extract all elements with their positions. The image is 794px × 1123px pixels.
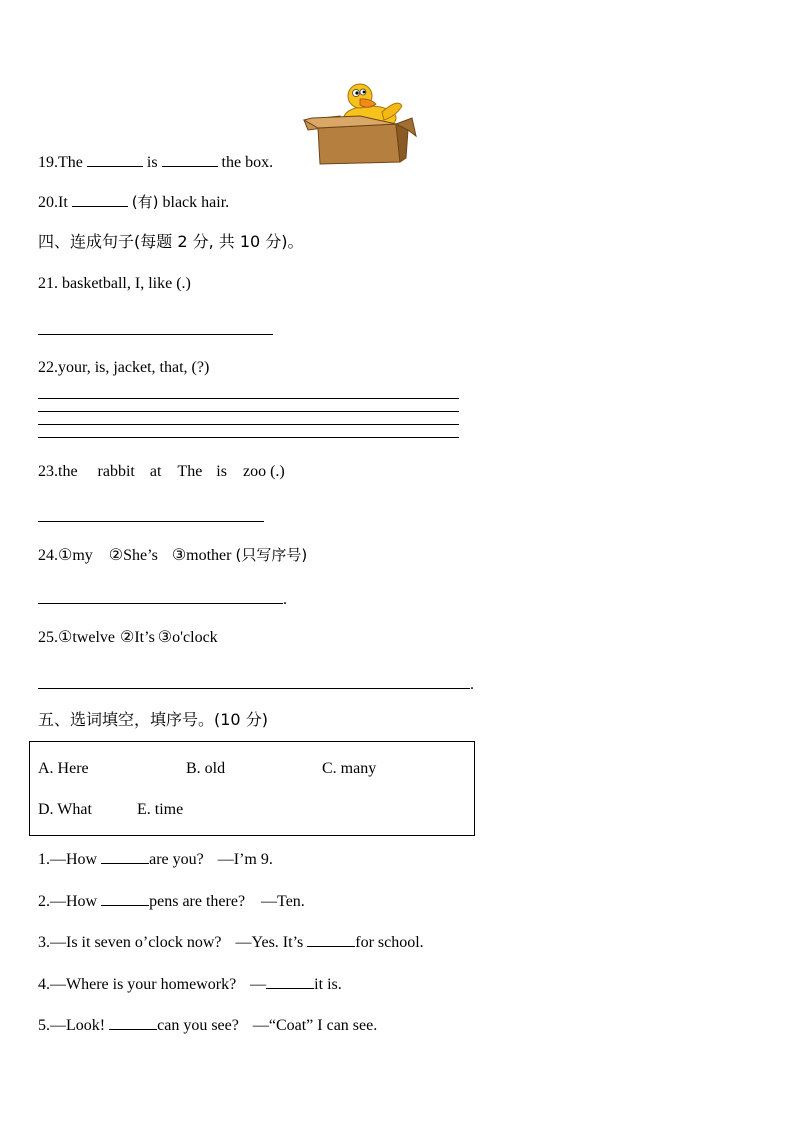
word: the <box>58 463 78 480</box>
question-text: It <box>58 194 68 211</box>
item-text: —Yes. It’s <box>235 934 304 951</box>
option-b: B. old <box>186 760 226 777</box>
answer-blank[interactable] <box>101 848 149 864</box>
question-25-answer <box>38 673 474 695</box>
answer-blank[interactable] <box>101 890 149 906</box>
question-21: 21. basketball, I, like (.) <box>38 275 191 292</box>
word-option: ①twelve <box>58 629 115 646</box>
word: The <box>177 463 203 480</box>
option-d: D. What <box>38 801 92 818</box>
word-option: ②She’s <box>108 547 158 564</box>
word-option: ②It’s <box>120 629 155 646</box>
question-23 <box>38 462 285 482</box>
chinese-hint: (有) <box>131 193 159 211</box>
chinese-hint: (只写序号) <box>235 546 308 564</box>
word-option: ③o'clock <box>157 629 218 646</box>
answer-line[interactable] <box>38 334 273 335</box>
answer-blank[interactable] <box>87 151 143 167</box>
question-number: 25. <box>38 629 58 646</box>
duck-pupil <box>355 91 358 94</box>
word-option: ③mother <box>171 547 232 564</box>
answer-blank[interactable] <box>162 151 218 167</box>
answer-blank[interactable] <box>72 191 128 207</box>
question-number: 23. <box>38 463 58 480</box>
option-e: E. time <box>137 801 184 818</box>
word: is <box>216 463 227 480</box>
item-text: pens are there? <box>149 893 246 910</box>
question-20 <box>38 191 229 213</box>
item-3 <box>38 931 424 953</box>
answer-line[interactable] <box>38 521 264 522</box>
answer-line[interactable] <box>38 588 283 604</box>
item-2 <box>38 890 305 912</box>
item-text: —“Coat” I can see. <box>252 1017 378 1034</box>
word-bank-box <box>29 741 475 836</box>
answer-blank[interactable] <box>266 973 314 989</box>
question-text: The <box>58 154 83 171</box>
item-text: 5.—Look! <box>38 1017 106 1034</box>
item-text: 1.—How <box>38 851 98 868</box>
question-text: black hair. <box>162 194 230 211</box>
question-24-answer <box>38 588 287 610</box>
item-text: —I’m 9. <box>217 851 273 868</box>
question-number: 19. <box>38 154 58 171</box>
item-text: 2.—How <box>38 893 98 910</box>
answer-line[interactable] <box>38 411 459 412</box>
section-4-heading: 四、连成句子(每题 2 分, 共 10 分)。 <box>38 232 304 251</box>
duck-in-box-illustration <box>300 80 420 170</box>
word: rabbit <box>97 463 135 480</box>
item-text: are you? <box>149 851 204 868</box>
answer-blank[interactable] <box>109 1014 157 1030</box>
duck-pupil-right <box>363 91 366 94</box>
sentence-end: . <box>283 591 287 608</box>
answer-line[interactable] <box>38 398 459 399</box>
item-text: it is. <box>314 976 342 993</box>
answer-line[interactable] <box>38 424 459 425</box>
question-19 <box>38 151 273 173</box>
question-text: is <box>146 154 158 171</box>
item-text: — <box>250 976 267 993</box>
answer-blank[interactable] <box>307 931 355 947</box>
question-number: 20. <box>38 194 58 211</box>
item-text: 4.—Where is your homework? <box>38 976 237 993</box>
item-text: can you see? <box>157 1017 239 1034</box>
item-4 <box>38 973 342 995</box>
item-text: 3.—Is it seven o’clock now? <box>38 934 222 951</box>
answer-line[interactable] <box>38 673 470 689</box>
word: zoo <box>242 463 267 480</box>
item-1 <box>38 848 273 870</box>
question-24 <box>38 545 307 566</box>
question-25 <box>38 628 218 648</box>
item-5 <box>38 1014 377 1036</box>
word-option: ①my <box>58 547 93 564</box>
question-text: the box. <box>221 154 274 171</box>
option-c: C. many <box>322 760 377 777</box>
box-front <box>318 124 400 164</box>
section-5-heading: 五、选词填空，填序号。(10 分) <box>38 710 268 729</box>
sentence-end: . <box>470 676 474 693</box>
item-text: —Ten. <box>261 893 305 910</box>
question-number: 24. <box>38 547 58 564</box>
item-text: for school. <box>355 934 424 951</box>
word: at <box>149 463 162 480</box>
answer-line[interactable] <box>38 437 459 438</box>
option-a: A. Here <box>38 760 89 777</box>
punctuation-hint: (.) <box>270 463 285 480</box>
question-22: 22.your, is, jacket, that, (?) <box>38 359 210 376</box>
